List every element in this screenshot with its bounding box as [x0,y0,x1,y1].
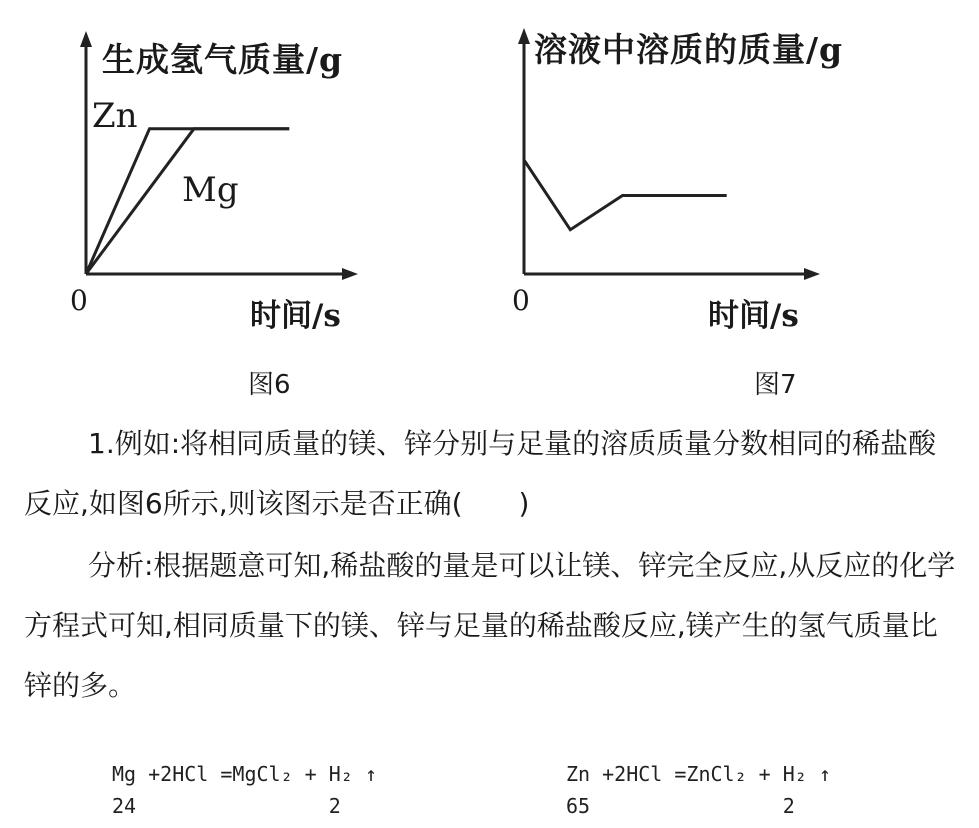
figure-7-x-axis-label: 时间/s [708,298,799,334]
figure-7-caption: 图7 [754,370,797,400]
figure-7-line-series-0 [524,160,727,230]
mg-reaction-equation: Mg +2HCl =MgCl₂ + H₂ ↑ [112,762,377,786]
zn-mass-ratio: 65 2 [566,794,795,818]
figure-6-origin-label: 0 [70,284,88,317]
figure-7-origin-label: 0 [512,284,530,317]
figure-6-y-axis-label: 生成氢气质量/g [102,40,344,79]
mg-mass-ratio: 24 2 [112,794,341,818]
figure-7-x-arrow-icon [804,268,820,280]
series-label-zn: Zn [92,96,138,136]
question-1-text: 1.例如:将相同质量的镁、锌分别与足量的溶质质量分数相同的稀盐酸反应,如图6所示,则该图示是否正确( ) [24,427,937,520]
figure-7-y-arrow-icon [518,28,530,44]
figure-6-caption: 图6 [248,370,291,400]
zn-reaction-equation: Zn +2HCl =ZnCl₂ + H₂ ↑ [566,762,831,786]
figure-6-x-arrow-icon [342,268,358,280]
figure-6-y-arrow-icon [80,31,92,47]
figure-6 [0,0,480,340]
figure-7 [490,0,979,340]
figure-6-x-axis-label: 时间/s [250,298,341,334]
series-label-mg: Mg [182,170,239,210]
analysis-text: 分析:根据题意可知,稀盐酸的量是可以让镁、锌完全反应,从反应的化学方程式可知,相同质量下的镁、锌与足量的稀盐酸反应,镁产生的氢气质量比锌的多。 [24,549,956,702]
figure-7-y-axis-label: 溶液中溶质的质量/g [534,30,844,69]
